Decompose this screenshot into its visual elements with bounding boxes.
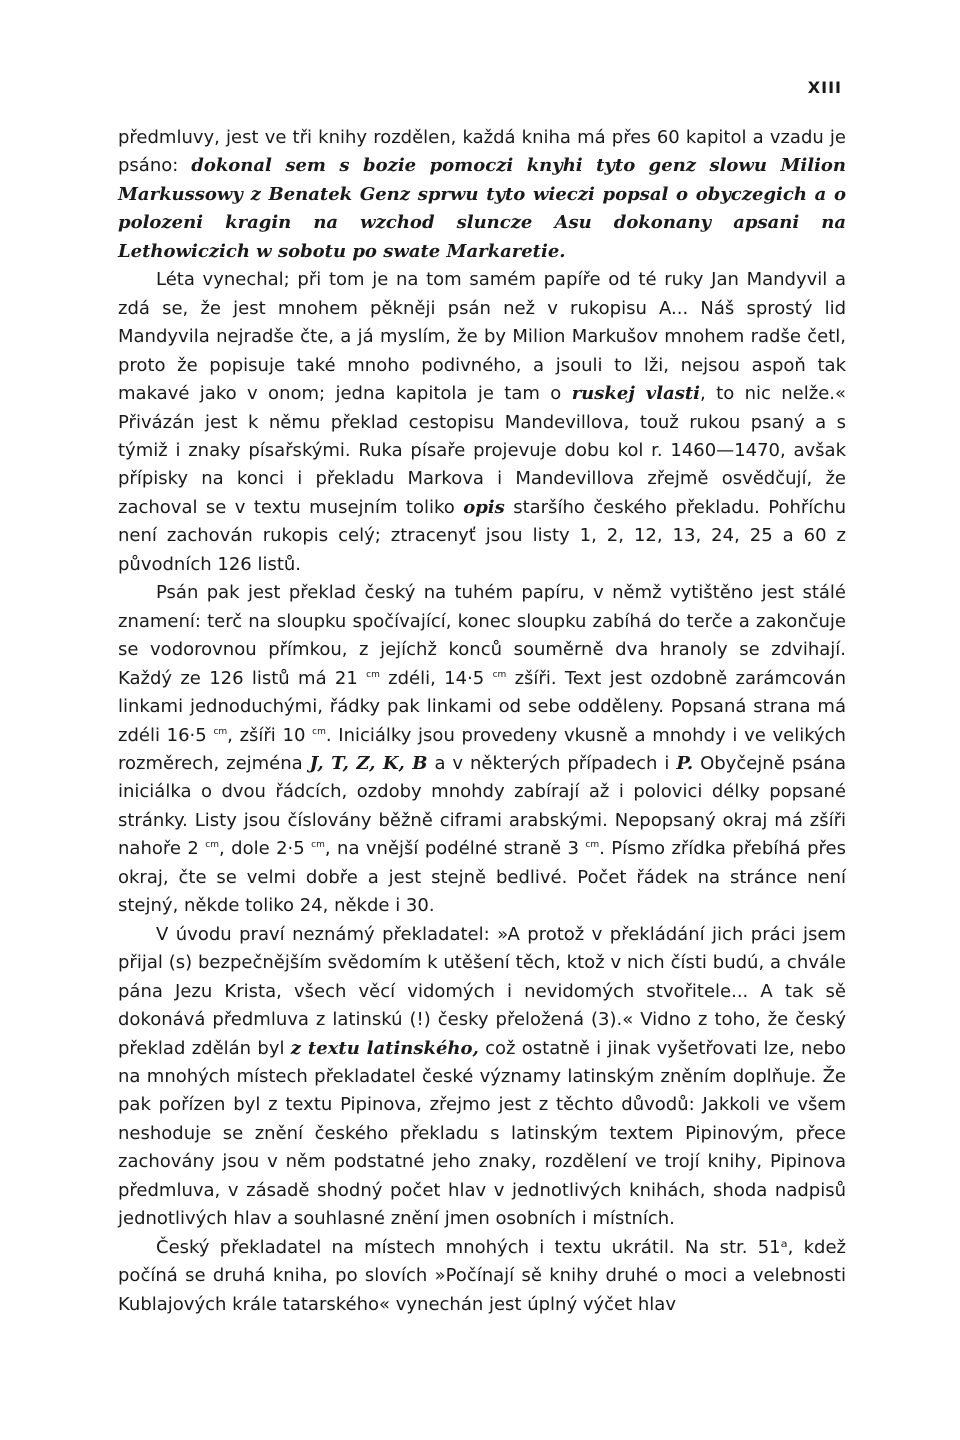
text-segment: zšíři. Text jest ozdobně zarámcován linkami jednoduchými, řádky pak linkami od sebe odděleny. Popsaná strana má zdéli 16·5 xyxy=(118,667,846,746)
page-number: XIII xyxy=(807,78,842,97)
paragraph xyxy=(118,1234,846,1319)
text-segment: , dole 2·5 xyxy=(218,838,312,860)
italic-text: opis xyxy=(463,496,505,518)
text-segment: staršího českého překladu. Pohříchu není zachován rukopis celý; ztracenyť jsou listy 1, 2, 12, 13, 24, 25 a 60 z původních 126 listů. xyxy=(118,496,846,575)
unit-mark: cm xyxy=(213,726,228,737)
text-segment: . Iniciálky jsou provedeny vkusně a mnohdy i ve velikých rozměrech, zejména xyxy=(118,724,846,774)
text-segment: Český překladatel na místech mnohých i textu ukrátil. Na str. 51ᵃ, kdež počíná se druhá kniha, po slovích »Počínají sě knihy druhé o moci a velebnosti Kublajových krále tatarského« vynechán jest úplný výčet hlav xyxy=(118,1236,846,1315)
unit-mark: cm xyxy=(492,669,507,680)
text-segment: , zšíři 10 xyxy=(227,724,313,746)
text-segment: V úvodu praví neznámý překladatel: »A protož v překládání jich práci jsem přijal (s) bezpečnějším svědomím k utěšení těch, ktož v nich čísti budú, a chvále pána Jezu Krista, všech věcí vidomých i nevidomých stvořitele... A tak sě dokonává předmluva z latinskú (!) česky přeložená (3).« Vidno z toho, že český překlad zdělán byl xyxy=(118,923,846,1059)
italic-text: P. xyxy=(676,752,694,774)
paragraph xyxy=(118,579,846,920)
paragraph xyxy=(118,266,846,579)
paragraph xyxy=(118,921,846,1234)
text-segment: Obyčejně psána iniciálka o dvou řádcích, ozdoby mnohdy zabírají až i polovici délky popsané stránky. Listy jsou číslovány běžně ciframi arabskými. Nepopsaný okraj má zšíři nahoře 2 xyxy=(118,752,846,860)
unit-mark: cm xyxy=(366,669,380,680)
unit-mark: cm xyxy=(311,840,325,851)
italic-text: z textu latinského, xyxy=(290,1037,479,1059)
paragraph xyxy=(118,124,846,266)
unit-mark: cm xyxy=(205,840,219,851)
body-text xyxy=(118,124,846,1319)
text-segment: , na vnější podélné straně 3 xyxy=(324,838,586,860)
text-segment: Psán pak jest překlad český na tuhém papíru, v němž vytištěno jest stálé znamení: terč na sloupku spočívající, konec sloupku zabíhá do terče a zakončuje se vodorovnou přímkou, z jejíchž konců souměrně dva hranoly se zdvihají. Každý ze 126 listů má 21 xyxy=(118,582,846,689)
unit-mark: cm xyxy=(585,840,600,851)
italic-text: ruskej vlasti xyxy=(571,383,701,405)
text-segment: Léta vynechal; při tom je na tom samém papíře od té ruky Jan Mandyvil a zdá se, že jest mnohem pěkněji psán než v rukopisu A... Náš sprostý lid Mandyvila nejradše čte, a já myslím, že by Milion Markušov mnohem radše četl, proto že popisuje také mnoho podivného, a jsouli to lži, nejsou aspoň tak makavé jako v onom; jedna kapitola je tam o xyxy=(118,269,846,405)
text-segment: . Písmo zřídka přebíhá přes okraj, čte se velmi dobře a jest stejně bedlivé. Počet řádek na stránce není stejný, někde toliko 24, někde i 30. xyxy=(118,838,846,917)
text-segment: předmluvy, jest ve tři knihy rozdělen, každá kniha má přes 60 kapitol a vzadu je psáno: xyxy=(118,127,846,177)
text-segment: což ostatně i jinak vyšetřovati lze, nebo na mnohých místech překladatel české významy latinským zněním doplňuje. Že pak pořízen byl z textu Pipinova, zřejmo jest z těchto důvodů: Jakkoli ve všem neshoduje se znění českého překladu s latinským textem Pipinovým, přece zachovány jsou v něm podstatné jeho znaky, rozdělení ve trojí knihy, Pipinova předmluva, v zásadě shodný počet hlav v jednotlivých knihách, shoda nadpisů jednotlivých hlav a souhlasné znění jmen osobních i místních. xyxy=(118,1037,846,1230)
text-segment: , to nic nelže.« Přivázán jest k němu překlad cestopisu Mandevillova, touž rukou psaný a s týmiž i znaky písařskými. Ruka písaře projevuje dobu kol r. 1460—1470, avšak přípisky na konci i překladu Markova i Mandevillova zřejmě osvědčují, že zachoval se v textu musejním toliko xyxy=(118,383,847,518)
text-segment: zdéli, 14·5 xyxy=(379,667,493,689)
italic-text: dokonal sem s bozie pomoczi knyhi tyto genz slowu Milion Markussowy z Benatek Genz sprwu tyto wieczi popsal o obyczegich a o polozeni kragin na wzchod sluncze Asu dokonany apsani na Lethowiczich w sobotu po swate Markaretie. xyxy=(118,155,846,262)
text-segment: a v některých případech i xyxy=(427,752,677,774)
unit-mark: cm xyxy=(312,726,326,737)
italic-text: J, T, Z, K, B xyxy=(309,752,428,774)
